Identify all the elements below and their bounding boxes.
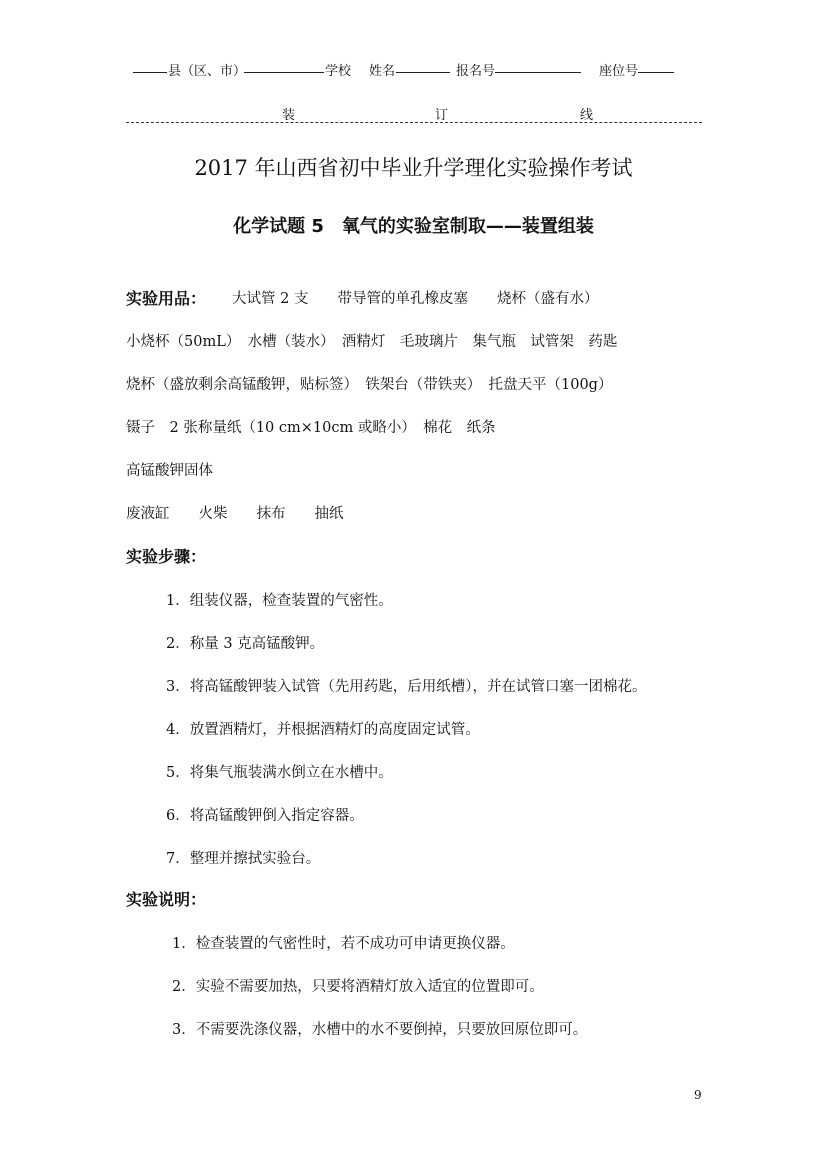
seat-no-label: 座位号: [599, 64, 639, 79]
county-blank: [133, 72, 167, 73]
step-item: 1．组装仪器，检查装置的气密性。: [166, 593, 393, 609]
page-number: 9: [694, 1088, 702, 1102]
materials-line: 小烧杯（50mL） 水槽（装水） 酒精灯 毛玻璃片 集气瓶 试管架 药匙: [126, 334, 618, 350]
reg-no-label: 报名号: [456, 64, 496, 79]
step-item: 6．将高锰酸钾倒入指定容器。: [166, 808, 364, 824]
reg-no-blank: [495, 72, 581, 73]
steps-heading: 实验步骤：: [126, 547, 207, 566]
seat-no-blank: [638, 72, 674, 73]
step-item: 7．整理并擦拭实验台。: [166, 851, 321, 867]
materials-line: 废液缸 火柴 抹布 抽纸: [126, 506, 344, 522]
school-label: 学校: [325, 64, 352, 79]
binding-char-2: 订: [435, 108, 449, 123]
materials-heading: 实验用品：: [126, 289, 207, 308]
materials-line: 大试管 2 支 带导管的单孔橡皮塞 烧杯（盛有水）: [232, 291, 599, 307]
step-item: 5．将集气瓶装满水倒立在水槽中。: [166, 765, 393, 781]
note-item: 1．检查装置的气密性时，若不成功可申请更换仪器。: [172, 936, 515, 952]
binding-line: [126, 122, 702, 123]
notes-heading: 实验说明：: [126, 890, 207, 909]
county-label: 县（区、市）: [168, 64, 247, 79]
materials-line: 镊子 2 张称量纸（10 cm×10cm 或略小） 棉花 纸条: [126, 420, 496, 436]
step-item: 3．将高锰酸钾装入试管（先用药匙，后用纸槽），并在试管口塞一团棉花。: [166, 679, 647, 695]
materials-line: 烧杯（盛放剩余高锰酸钾，贴标签） 铁架台（带铁夹） 托盘天平（100g）: [126, 377, 613, 393]
name-label: 姓名: [369, 64, 396, 79]
note-item: 3．不需要洗涤仪器，水槽中的水不要倒掉，只要放回原位即可。: [172, 1022, 588, 1038]
exam-subtitle: 化学试题 5 氧气的实验室制取——装置组装: [233, 216, 594, 237]
step-item: 2．称量 3 克高锰酸钾。: [166, 636, 325, 652]
note-item: 2．实验不需要加热，只要将酒精灯放入适宜的位置即可。: [172, 979, 544, 995]
materials-line: 高锰酸钾固体: [126, 463, 213, 479]
binding-char-1: 装: [282, 108, 296, 123]
binding-char-3: 线: [580, 108, 594, 123]
name-blank: [396, 72, 450, 73]
school-blank: [244, 72, 324, 73]
step-item: 4．放置酒精灯，并根据酒精灯的高度固定试管。: [166, 722, 480, 738]
exam-title: 2017 年山西省初中毕业升学理化实验操作考试: [194, 156, 633, 180]
